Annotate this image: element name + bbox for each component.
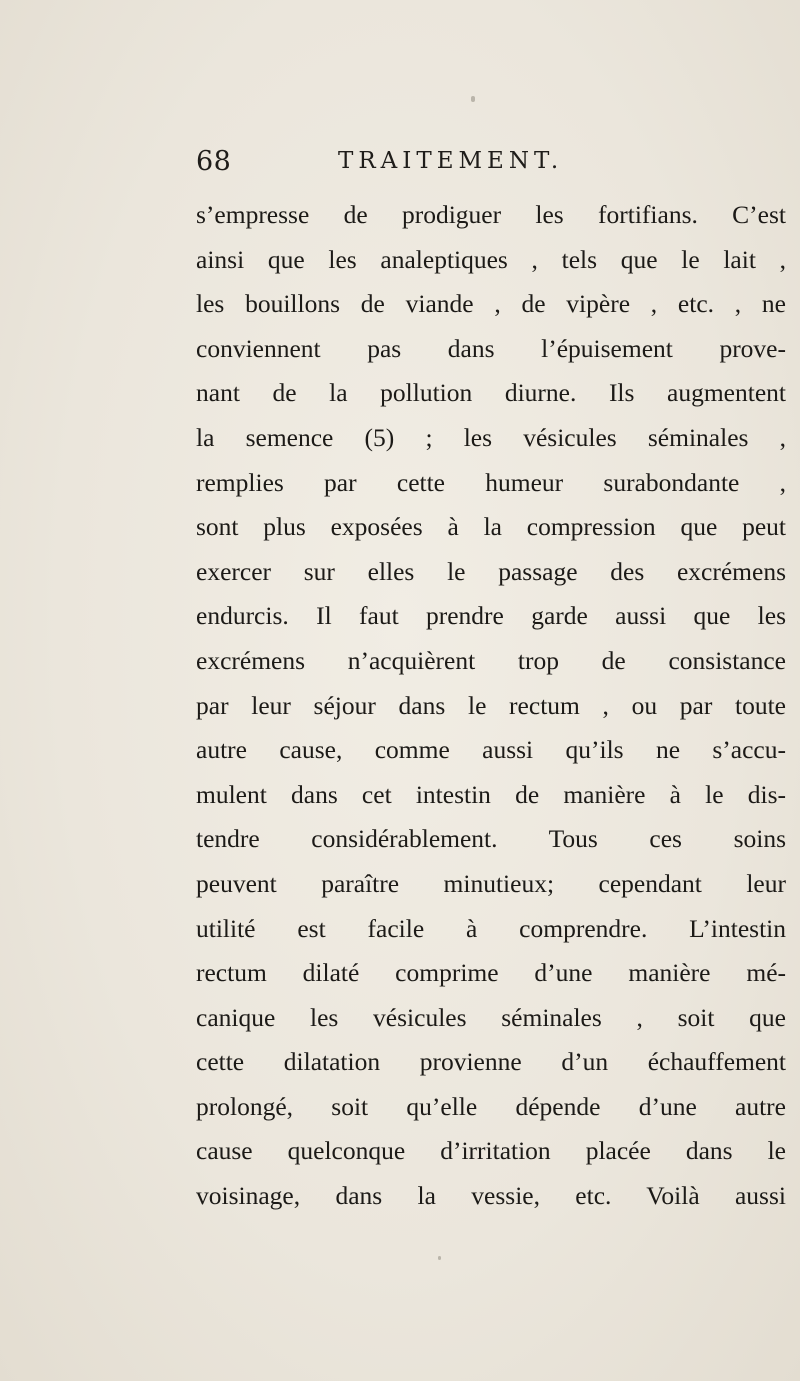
text-line: peuvent paraître minutieux; cependant leur [196, 868, 786, 898]
text-line: cause quelconque d’irritation placée dans le [196, 1136, 786, 1166]
text-line: mulent dans cet intestin de manière à le dis- [196, 779, 786, 809]
text-line: endurcis. Il faut prendre garde aussi que les [196, 601, 786, 631]
text-line: les bouillons de viande , de vipère , etc. , ne [196, 289, 786, 319]
text-line: prolongé, soit qu’elle dépende d’une autre [196, 1091, 786, 1121]
text-line: tendre considérablement. Tous ces soins [196, 824, 786, 854]
text-line: cette dilatation provienne d’un échauffement [196, 1047, 786, 1077]
page-header [196, 146, 786, 186]
text-line: excrémens n’acquièrent trop de consistance [196, 645, 786, 675]
text-line: voisinage, dans la vessie, etc. Voilà aussi [196, 1181, 786, 1211]
text-line: exercer sur elles le passage des excrémens [196, 556, 786, 586]
page-number: 68 [196, 146, 232, 177]
text-line: par leur séjour dans le rectum , ou par toute [196, 690, 786, 720]
text-line: la semence (5) ; les vésicules séminales , [196, 422, 786, 452]
running-head: TRAITEMENT. [338, 148, 564, 174]
text-line: autre cause, comme aussi qu’ils ne s’accu- [196, 735, 786, 765]
text-line: sont plus exposées à la compression que peut [196, 512, 786, 542]
paper-speck [438, 1256, 441, 1260]
text-line: nant de la pollution diurne. Ils augmentent [196, 378, 786, 408]
text-line: rectum dilaté comprime d’une manière mé- [196, 958, 786, 988]
paper-speck [471, 96, 475, 102]
text-line: conviennent pas dans l’épuisement prove- [196, 333, 786, 363]
text-line: remplies par cette humeur surabondante , [196, 467, 786, 497]
text-line: ainsi que les analeptiques , tels que le lait , [196, 244, 786, 274]
text-line: canique les vésicules séminales , soit que [196, 1002, 786, 1032]
text-line: s’empresse de prodiguer les fortifians. C’est [196, 200, 786, 229]
text-line: utilité est facile à comprendre. L’intestin [196, 913, 786, 943]
body-text [196, 193, 786, 1219]
